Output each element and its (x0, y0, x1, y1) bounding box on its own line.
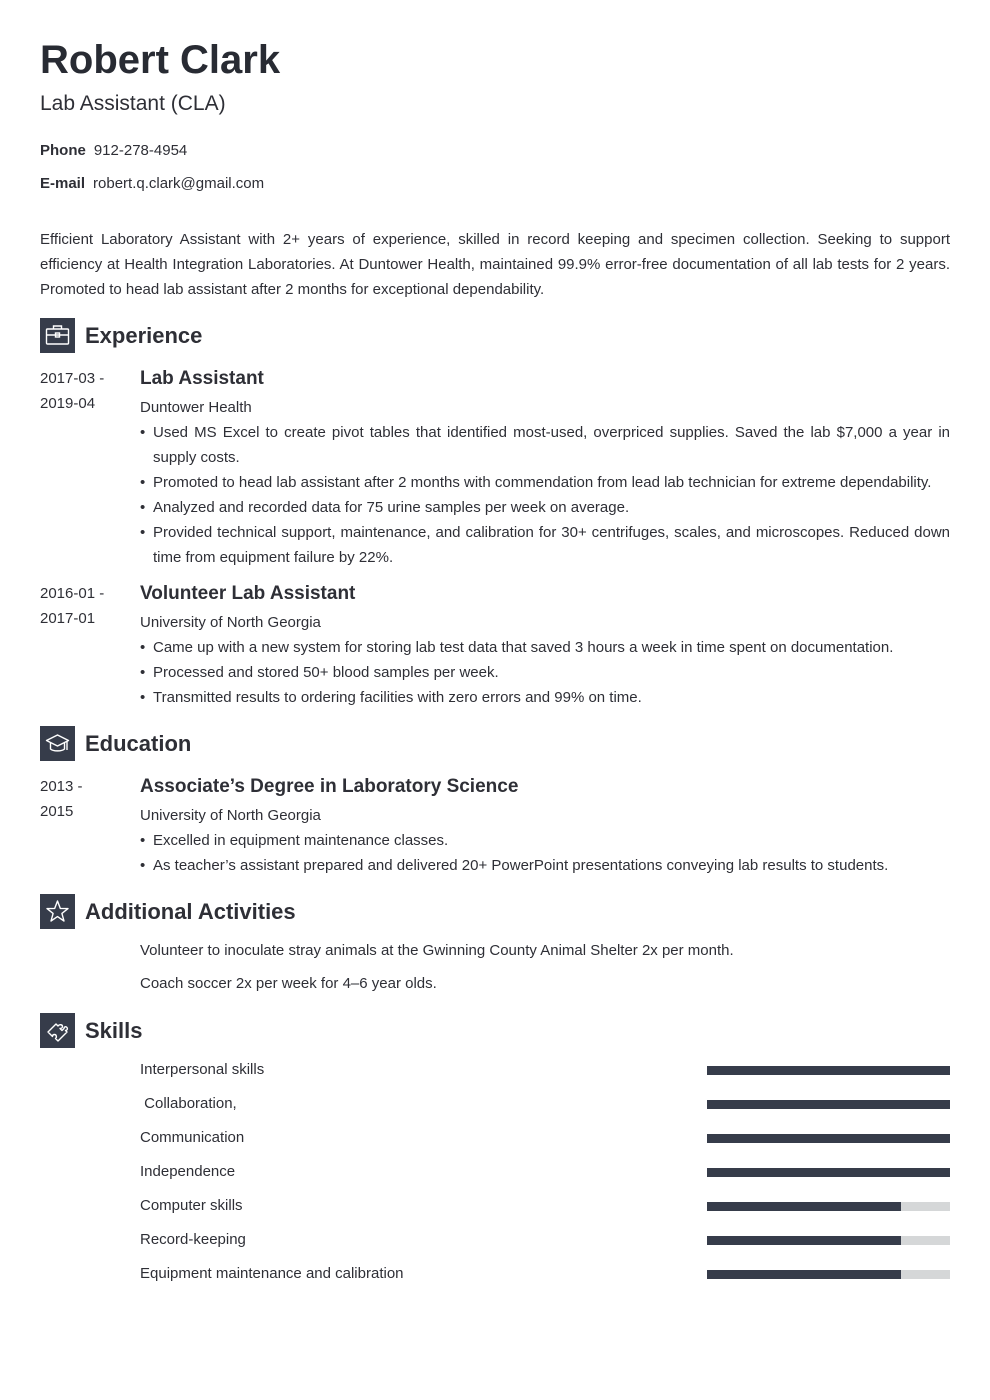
date-end: 2015 (40, 803, 74, 820)
education-title: Education (85, 730, 192, 756)
phone-label: Phone (40, 142, 86, 159)
entry-date (40, 774, 120, 824)
skill-level-bar (707, 1236, 950, 1245)
skill-row (140, 1162, 950, 1182)
date-end: 2019-04 (40, 395, 96, 412)
skill-row (140, 1094, 950, 1114)
list-item: • As teacher’s assistant prepared and delivered 20+ PowerPoint presentations conveying lab results to students. (140, 853, 950, 878)
activity-item: Coach soccer 2x per week for 4–6 year olds. (140, 975, 437, 992)
list-item: • Transmitted results to ordering facilities with zero errors and 99% on time. (140, 685, 950, 710)
skill-level-fill (707, 1270, 901, 1279)
date-start: 2013 - (40, 778, 83, 795)
skill-name: Communication (140, 1129, 245, 1146)
list-item: • Processed and stored 50+ blood samples per week. (140, 660, 950, 685)
employer: University of North Georgia (140, 614, 321, 631)
skill-level-fill (707, 1236, 901, 1245)
skill-level-bar (707, 1168, 950, 1177)
date-start: 2017-03 - (40, 370, 105, 387)
skill-row (140, 1196, 950, 1216)
skill-level-fill (707, 1168, 950, 1177)
skill-level-bar (707, 1134, 950, 1143)
date-end: 2017-01 (40, 610, 96, 627)
phone-value: 912-278-4954 (93, 142, 188, 159)
degree-title: Associate’s Degree in Laboratory Science (140, 776, 519, 797)
email-value[interactable]: robert.q.clark@gmail.com (93, 175, 265, 192)
education-heading (40, 726, 191, 761)
skill-level-fill (707, 1202, 901, 1211)
list-item: • Came up with a new system for storing lab test data that saved 3 hours a week in time spent on documentation. (140, 635, 950, 660)
skill-level-bar (707, 1202, 950, 1211)
job-title: Lab Assistant (CLA) (40, 92, 226, 115)
date-start: 2016-01 - (40, 585, 105, 602)
skill-name: Interpersonal skills (140, 1061, 265, 1078)
skill-name: Independence (140, 1163, 236, 1180)
list-item: • Excelled in equipment maintenance classes. (140, 828, 950, 853)
responsibilities-list (140, 420, 950, 570)
skill-level-fill (707, 1134, 950, 1143)
skill-row (140, 1230, 950, 1250)
school: University of North Georgia (140, 807, 321, 824)
employer: Duntower Health (140, 399, 252, 416)
education-highlights (140, 828, 950, 878)
list-item: • Analyzed and recorded data for 75 urine samples per week on average. (140, 495, 950, 520)
activities-title: Additional Activities (85, 898, 296, 924)
responsibilities-list (140, 635, 950, 710)
skills-title: Skills (85, 1017, 143, 1043)
entry-date (40, 366, 120, 416)
skill-name: Collaboration, (140, 1095, 237, 1112)
briefcase-icon (40, 318, 75, 353)
skill-level-bar (707, 1100, 950, 1109)
skill-row (140, 1060, 950, 1080)
position-title: Volunteer Lab Assistant (140, 583, 356, 604)
puzzle-icon (40, 1013, 75, 1048)
experience-title: Experience (85, 322, 203, 348)
list-item: • Used MS Excel to create pivot tables that identified most-used, overpriced supplies. Saved the lab $7,000 a year in supply costs. (140, 420, 950, 470)
activity-item: Volunteer to inoculate stray animals at the Gwinning County Animal Shelter 2x per month. (140, 942, 734, 959)
skill-level-fill (707, 1066, 950, 1075)
skill-name: Record-keeping (140, 1231, 246, 1248)
experience-heading (40, 318, 202, 353)
entry-date (40, 581, 120, 631)
email-label: E-mail (40, 175, 86, 192)
phone-row (40, 141, 187, 161)
skill-name: Equipment maintenance and calibration (140, 1265, 404, 1282)
skill-level-bar (707, 1066, 950, 1075)
skill-row (140, 1264, 950, 1284)
profile-summary: Efficient Laboratory Assistant with 2+ years of experience, skilled in record keeping and specimen collection. Seeking to support efficiency at Health Integration Laboratories. At Duntower Health, maintained 99.9% error-free documentation of all lab tests for 2 years. Promoted to head lab assistant after 2 months for exceptional dependability. (40, 231, 950, 298)
skill-row (140, 1128, 950, 1148)
candidate-name: Robert Clark (40, 38, 281, 82)
skill-name: Computer skills (140, 1197, 243, 1214)
graduation-cap-icon (40, 726, 75, 761)
position-title: Lab Assistant (140, 368, 264, 389)
activities-heading (40, 894, 296, 929)
list-item: • Promoted to head lab assistant after 2 months with commendation from lead lab technician for extreme dependability. (140, 470, 950, 495)
email-row (40, 174, 264, 194)
skill-level-bar (707, 1270, 950, 1279)
list-item: • Provided technical support, maintenance, and calibration for 30+ centrifuges, scales, and microscopes. Reduced down time from equipment failure by 22%. (140, 520, 950, 570)
skill-level-fill (707, 1100, 950, 1109)
skills-heading (40, 1013, 142, 1048)
star-icon (40, 894, 75, 929)
